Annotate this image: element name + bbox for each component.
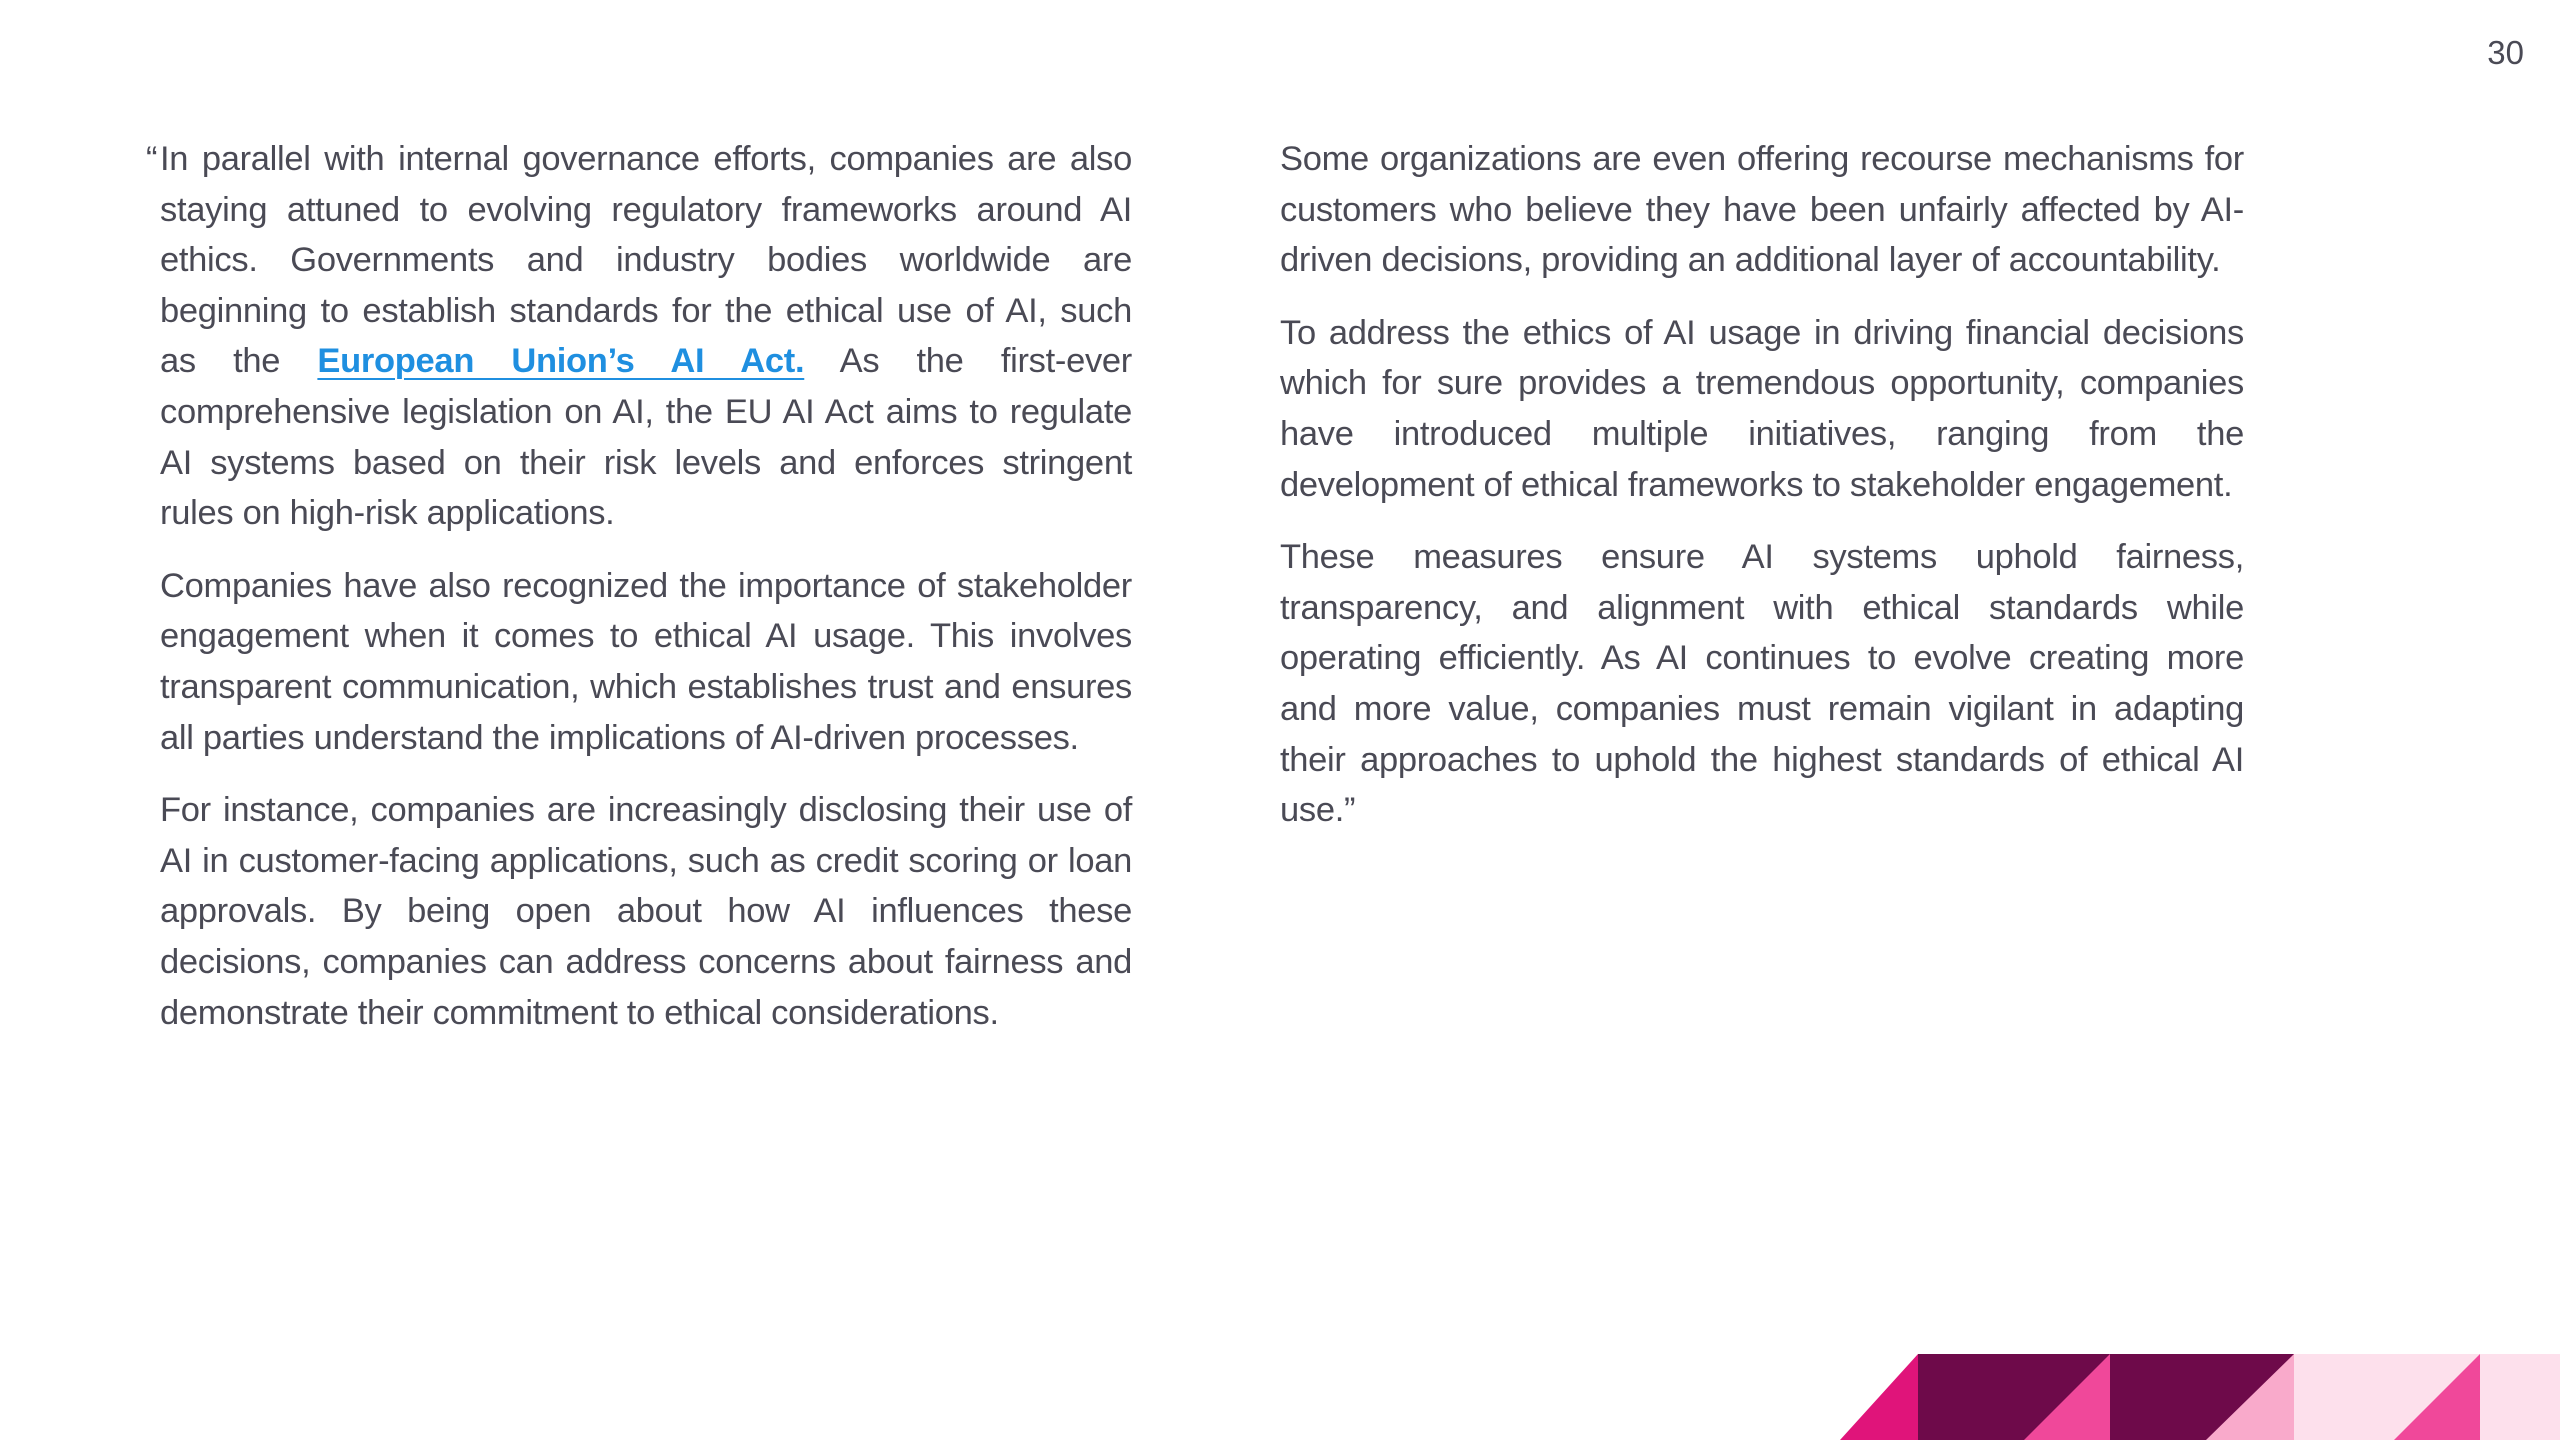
left-paragraph-2: Companies have also recognized the importance of stakeholder engagement when it comes to ethical AI usage. This involves transparent communication, which establishes trust and ensures all parties understand the implications of AI-driven processes. xyxy=(160,566,1132,757)
left-paragraph-1-text-before-link: In parallel with internal governance efforts, companies are also staying attuned to evolving regulatory frameworks around AI ethics. Governments and industry bodies worldwide are beginning to establish standards for the ethical use of AI, such as the xyxy=(160,140,1132,381)
left-paragraph-1 xyxy=(146,134,1132,539)
left-paragraph-3: For instance, companies are increasingly disclosing their use of AI in customer-facing applications, such as credit scoring or loan approvals. By being open about how AI influences these decisions, companies can address concerns about fairness and demonstrate their commitment to ethical considerations. xyxy=(160,791,1132,1032)
deco-magenta-triangle xyxy=(1840,1354,1918,1440)
right-paragraph-1: Some organizations are even offering recourse mechanisms for customers who believe they have been unfairly affected by AI-driven decisions, providing an additional layer of accountability. xyxy=(1280,140,2244,280)
right-paragraph-3: These measures ensure AI systems uphold fairness, transparency, and alignment with ethical standards while operating efficiently. As AI continues to evolve creating more and more value, companies must remain vigilant in adapting their approaches to uphold the highest standards of ethical AI use.” xyxy=(1280,538,2244,830)
page-number: 30 xyxy=(2487,34,2524,71)
right-column xyxy=(1280,134,2244,858)
left-paragraph-1-text-after-link: As the first-ever comprehensive legislation on AI, the EU AI Act aims to regulate AI systems based on their risk levels and enforces stringent rules on high-risk applications. xyxy=(160,342,1132,533)
deco-pale-pink-end-block xyxy=(2480,1354,2560,1440)
right-paragraph-2: To address the ethics of AI usage in driving financial decisions which for sure provides a tremendous opportunity, companies have introduced multiple initiatives, ranging from the development of ethical frameworks to stakeholder engagement. xyxy=(1280,313,2244,504)
eu-ai-act-link[interactable]: European Union’s AI Act. xyxy=(317,342,805,381)
corner-triangle-pattern-icon xyxy=(1840,1354,2560,1440)
left-column xyxy=(146,134,1132,1060)
opening-quote-mark: “ xyxy=(146,140,158,178)
